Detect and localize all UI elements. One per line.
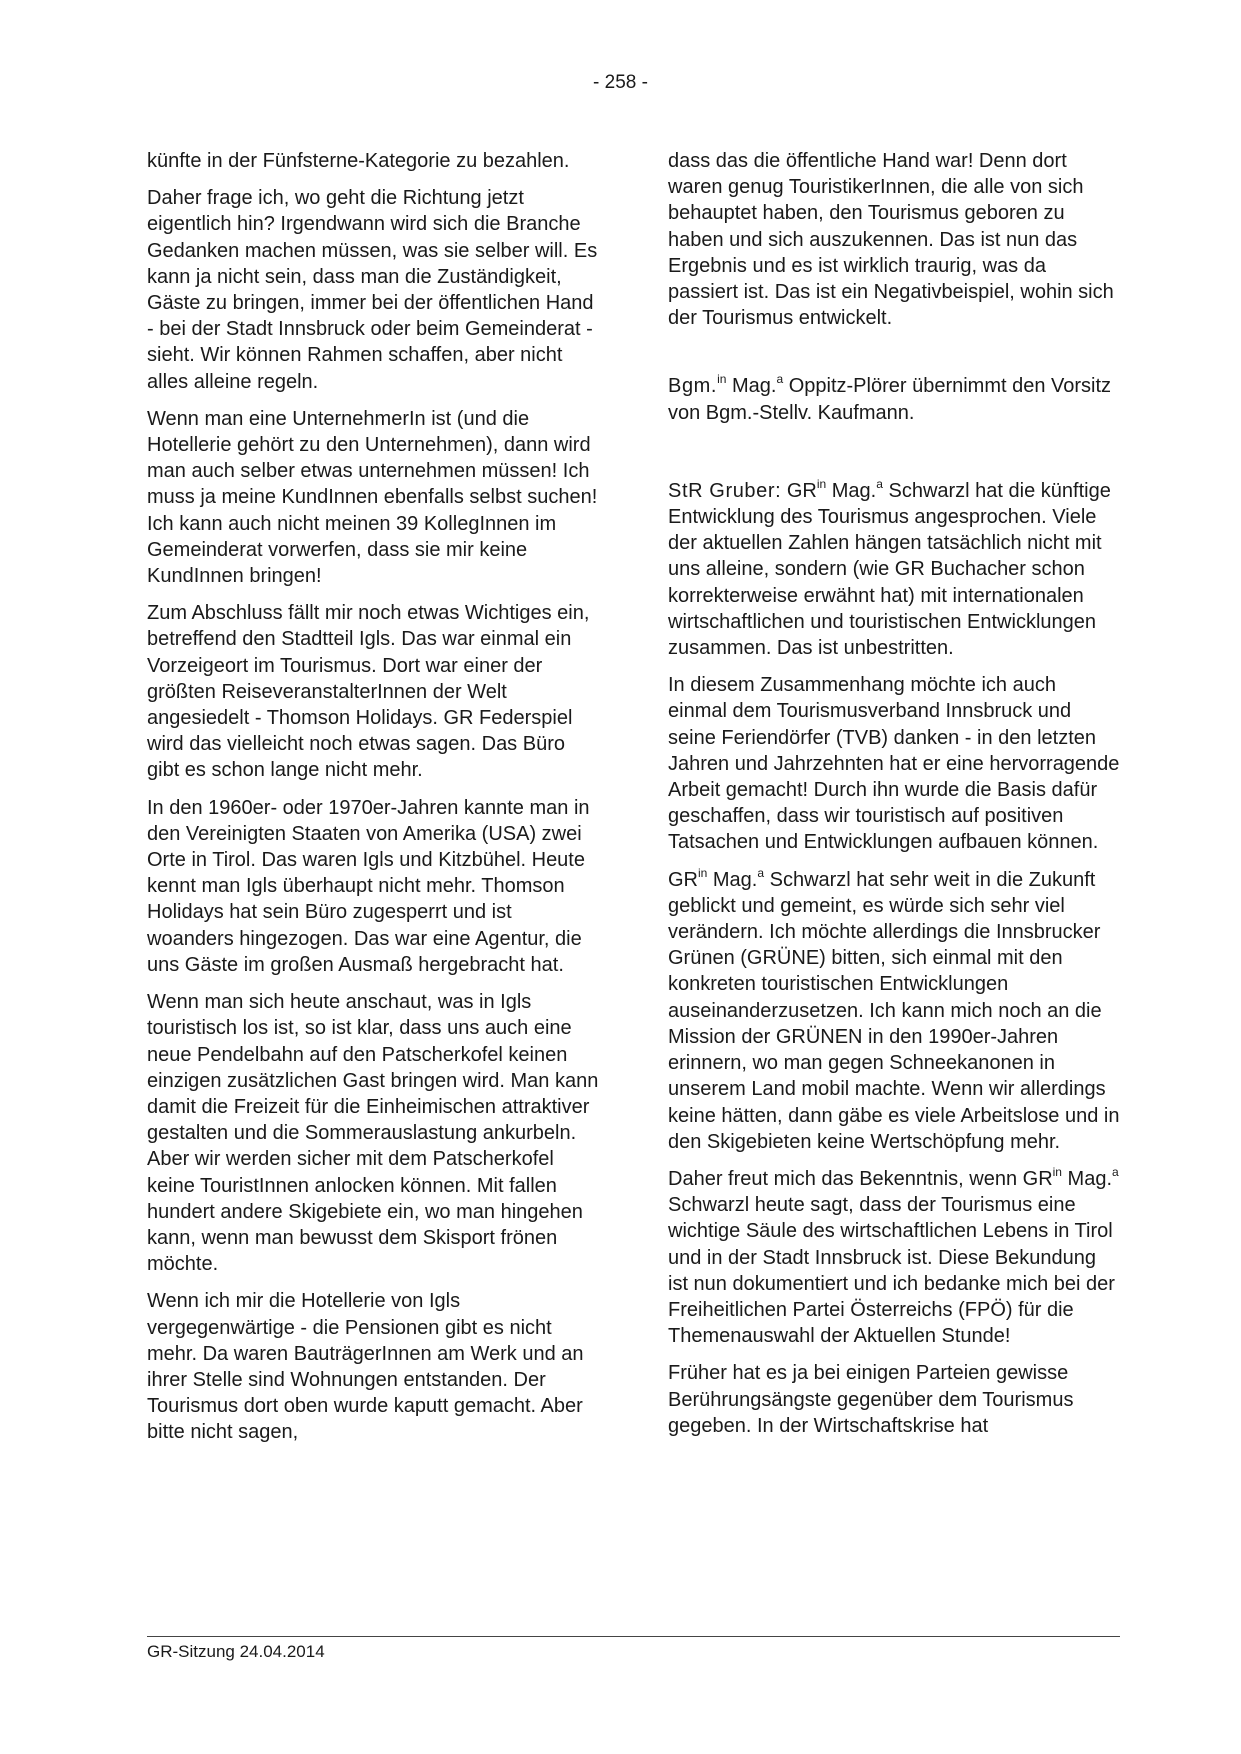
degree: Mag.: [826, 479, 877, 502]
paragraph-text: Schwarzl heute sagt, dass der Tourismus eine wichtige Säule des wirtschaftlichen Lebens in Tirol und in der Stadt Innsbruck ist. Diese Bekundung ist nun dokumentiert und ich bedanke mich bei der Freiheitlichen Partei Österreichs (FPÖ) für die Themenauswahl der Aktuellen Stunde!: [668, 1194, 1115, 1348]
footer-session-date: GR-Sitzung 24.04.2014: [147, 1642, 325, 1661]
chair-text: Oppitz-Plörer übernimmt den Vorsitz von Bgm.-Stellv. Kaufmann.: [668, 375, 1112, 424]
speaker-name: StR Gruber:: [668, 479, 782, 502]
paragraph: Früher hat es ja bei einigen Parteien gewisse Berührungsängste gegenüber dem Tourismus gegeben. In der Wirtschaftskrise hat: [668, 1362, 1074, 1437]
degree: Mag.: [1061, 1167, 1113, 1190]
paragraph-text: Daher freut mich das Bekenntnis, wenn: [668, 1167, 1023, 1190]
paragraph: Zum Abschluss fällt mir noch etwas Wichtiges ein, betreffend den Stadtteil Igls. Das war einmal ein Vorzeigeort im Tourismus. Dort war einer der größten ReiseveranstalterInnen der Welt angesiedelt - Thomson Holidays. GR Federspiel wird das vielleicht noch etwas sagen. Das Büro gibt es schon lange nicht mehr.: [147, 602, 590, 782]
footer-divider: [147, 1636, 1120, 1637]
title: GR: [668, 868, 698, 891]
paragraph: In den 1960er- oder 1970er-Jahren kannte man in den Vereinigten Staaten von Amerika (USA) zwei Orte in Tirol. Das waren Igls und Kitzbühel. Heute kennt man Igls überhaupt nicht mehr. Thomson Holidays hat sein Büro zugesperrt und ist woanders hingezogen. Das war eine Agentur, die uns Gäste im großen Ausmaß hergebracht hat.: [147, 796, 590, 976]
paragraph: In diesem Zusammenhang möchte ich auch einmal dem Tourismusverband Innsbruck und seine Feriendörfer (TVB) danken - in den letzten Jahren und Jahrzehnten hat er eine hervorragende Arbeit gemacht! Durch ihn wurde die Basis dafür geschaffen, dass wir touristisch auf positiven Tatsachen und Entwicklungen aufbauen können.: [668, 674, 1120, 854]
superscript: in: [1052, 1164, 1062, 1179]
title: Bgm.: [668, 375, 718, 398]
paragraph: dass das die öffentliche Hand war! Denn dort waren genug TouristikerInnen, die alle von sich behauptet haben, den Tourismus geboren zu haben und sich auszukennen. Das ist nun das Ergebnis und es ist wirklich traurig, was da passiert ist. Das ist ein Negativbeispiel, wohin sich der Tourismus entwickelt.: [668, 150, 1114, 330]
paragraph-text: Schwarzl hat sehr weit in die Zukunft geblickt und gemeint, es würde sich sehr viel verändern. Ich möchte allerdings die Innsbrucker Grünen (GRÜNE) bitten, sich einmal mit den konkreten touristischen Entwicklungen auseinanderzusetzen. Ich kann mich noch an die Mission der GRÜNEN in den 1990er-Jahren erinnern, wo man gegen Schneekanonen in unserem Land mobil machte. Wenn wir allerdings keine hätten, dann gäbe es viele Arbeitslose und in den Skigebieten keine Wertschöpfung mehr.: [668, 868, 1120, 1153]
superscript: in: [717, 372, 727, 387]
title: GR: [781, 479, 817, 502]
speech-start: [668, 478, 1120, 661]
superscript: in: [698, 865, 708, 880]
chair-change-note: [668, 373, 1120, 425]
paragraph: Wenn ich mir die Hotellerie von Igls vergegenwärtige - die Pensionen gibt es nicht mehr. Da waren BauträgerInnen am Werk und an ihrer Stelle sind Wohnungen entstanden. Der Tourismus dort oben wurde kaputt gemacht. Aber bitte nicht sagen,: [147, 1290, 584, 1444]
speech-text: Schwarzl hat die künftige Entwicklung des Tourismus angesprochen. Viele der aktuellen Zahlen hängen tatsächlich nicht mit uns alleine, sondern (wie GR Buchacher schon korrekterweise erwähnt hat) mit internationalen wirtschaftlichen und touristischen Entwicklungen zusammen. Das ist unbestritten.: [668, 479, 1111, 660]
left-column: [147, 148, 599, 1457]
paragraph: Wenn man eine UnternehmerIn ist (und die Hotellerie gehört zu den Unternehmen), dann wird man auch selber etwas unternehmen müssen! Ich muss ja meine KundInnen ebenfalls selbst suchen! Ich kann auch nicht meinen 39 KollegInnen im Gemeinderat vorwerfen, dass sie mir keine KundInnen bringen!: [147, 407, 598, 588]
paragraph: Wenn man sich heute anschaut, was in Igls touristisch los ist, so ist klar, dass uns auch eine neue Pendelbahn auf den Patscherkofel keinen einzigen zusätzlichen Gast bringen wird. Man kann damit die Freizeit für die Einheimischen attraktiver gestalten und die Sommerauslastung ankurbeln. Aber wir werden sicher mit dem Patscherkofel keine TouristInnen anlocken können. Mit fallen hundert andere Skigebiete ein, wo man hingehen kann, wenn man bewusst dem Skisport frönen möchte.: [147, 991, 599, 1276]
page-number: - 258 -: [593, 72, 648, 93]
paragraph: künfte in der Fünfsterne-Kategorie zu bezahlen.: [147, 150, 570, 172]
superscript: a: [757, 865, 765, 880]
paragraph: [668, 1166, 1120, 1349]
paragraph: [668, 867, 1120, 1155]
superscript: a: [1112, 1164, 1119, 1179]
degree: Mag.: [707, 868, 758, 891]
right-column: [668, 148, 1120, 1450]
paragraph: Daher frage ich, wo geht die Richtung jetzt eigentlich hin? Irgendwann wird sich die Branche Gedanken machen müssen, was sie selber will. Es kann ja nicht sein, dass man die Zuständigkeit, Gäste zu bringen, immer bei der öffentlichen Hand - bei der Stadt Innsbruck oder beim Gemeinderat - sieht. Wir können Rahmen schaffen, aber nicht alles alleine regeln.: [147, 187, 598, 393]
degree: Mag.: [726, 375, 777, 398]
superscript: in: [816, 476, 827, 491]
superscript: a: [876, 476, 883, 491]
superscript: a: [776, 372, 784, 387]
title: GR: [1022, 1167, 1053, 1190]
